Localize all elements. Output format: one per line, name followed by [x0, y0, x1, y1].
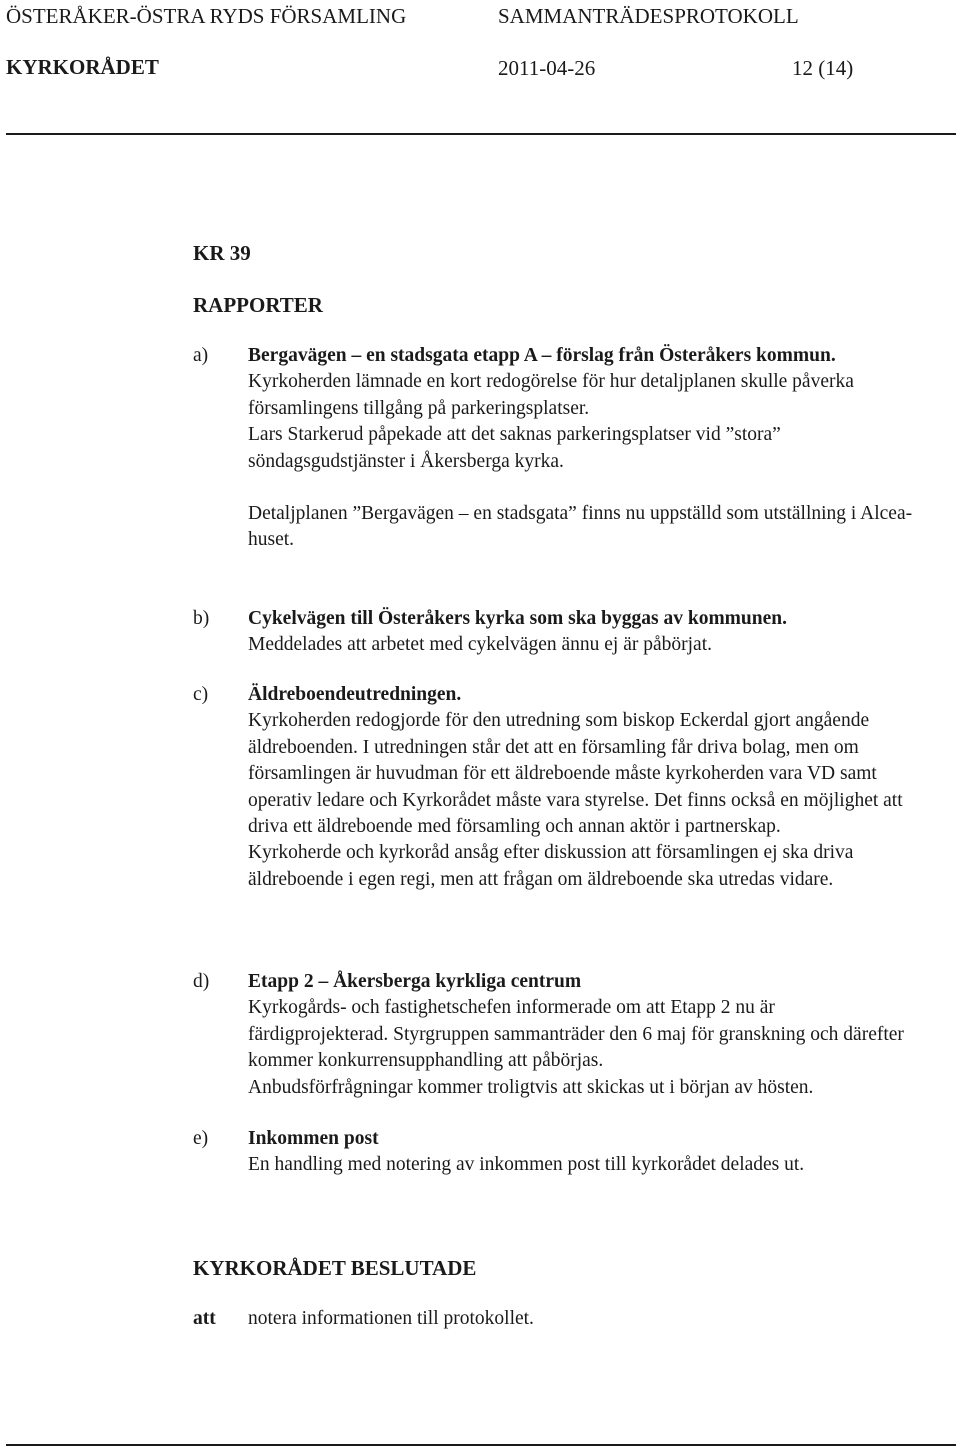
item-paragraph: Detaljplanen ”Bergavägen – en stadsgata” finns nu uppställd som utställning i Alcea-huset. — [248, 503, 913, 551]
item-paragraph: Lars Starkerud påpekade att det saknas parkeringsplatser vid ”stora” söndagsgudstjänster i Åkersberga kyrka. — [248, 424, 781, 472]
item-heading: Etapp 2 – Åkersberga kyrkliga centrum — [248, 971, 582, 992]
decision-title: KYRKORÅDET BESLUTADE — [193, 1256, 477, 1280]
document-type: SAMMANTRÄDESPROTOKOLL — [498, 4, 799, 28]
item-paragraph: Kyrkoherden lämnade en kort redogörelse för hur detaljplanen skulle påverka församlingens tillgång på parkeringsplatser. — [248, 371, 854, 419]
item-heading: Inkommen post — [248, 1128, 379, 1149]
item-label: d) — [193, 971, 210, 992]
report-item-b — [193, 606, 913, 659]
decision-text: notera informationen till protokollet. — [248, 1308, 534, 1329]
report-item-e — [193, 1126, 913, 1179]
report-item-c — [193, 682, 913, 893]
parish-name: ÖSTERÅKER-ÖSTRA RYDS FÖRSAMLING — [6, 4, 407, 28]
section-number: KR 39 — [193, 241, 251, 265]
section-title: RAPPORTER — [193, 293, 323, 317]
item-paragraph: En handling med notering av inkommen post till kyrkorådet delades ut. — [248, 1154, 805, 1176]
header-divider — [6, 133, 956, 135]
item-paragraph: Kyrkoherde och kyrkoråd ansåg efter diskussion att församlingen ej ska driva äldreboende i egen regi, men att frågan om äldreboende ska utredas vidare. — [248, 842, 854, 890]
committee-name: KYRKORÅDET — [6, 55, 159, 79]
report-item-a — [193, 343, 913, 554]
item-label: a) — [193, 345, 209, 366]
decision-line — [193, 1308, 913, 1330]
item-heading: Äldreboendeutredningen. — [248, 684, 462, 705]
item-label: c) — [193, 684, 209, 705]
item-paragraph: Anbudsförfrågningar kommer troligtvis att skickas ut i början av hösten. — [248, 1076, 814, 1098]
item-heading: Bergavägen – en stadsgata etapp A – förslag från Österåkers kommun. — [248, 345, 836, 366]
item-label: b) — [193, 608, 210, 629]
footer-divider — [6, 1444, 956, 1446]
decision-keyword: att — [193, 1308, 216, 1329]
item-paragraph: Meddelades att arbetet med cykelvägen ännu ej är påbörjat. — [248, 634, 713, 656]
page-number: 12 (14) — [792, 56, 854, 80]
item-paragraph: Kyrkogårds- och fastighetschefen informerade om att Etapp 2 nu är färdigprojekterad. Styrgruppen sammanträder den 6 maj för granskning och därefter kommer konkurrensupphandling att påbörjas. — [248, 997, 904, 1072]
item-heading: Cykelvägen till Österåkers kyrka som ska byggas av kommunen. — [248, 608, 787, 629]
report-item-d — [193, 969, 913, 1101]
item-label: e) — [193, 1128, 209, 1149]
meeting-date: 2011-04-26 — [498, 56, 596, 80]
item-paragraph: Kyrkoherden redogjorde för den utredning som biskop Eckerdal gjort angående äldreboenden. I utredningen står det att en församling får driva bolag, men om församlingen är huvudman för ett äldreboende måste kyrkoherden vara VD samt operativ ledare och Kyrkorådet måste vara styrelse. Det finns också en möjlighet att driva ett äldreboende med församling och annan aktör i partnerskap. — [248, 710, 903, 838]
